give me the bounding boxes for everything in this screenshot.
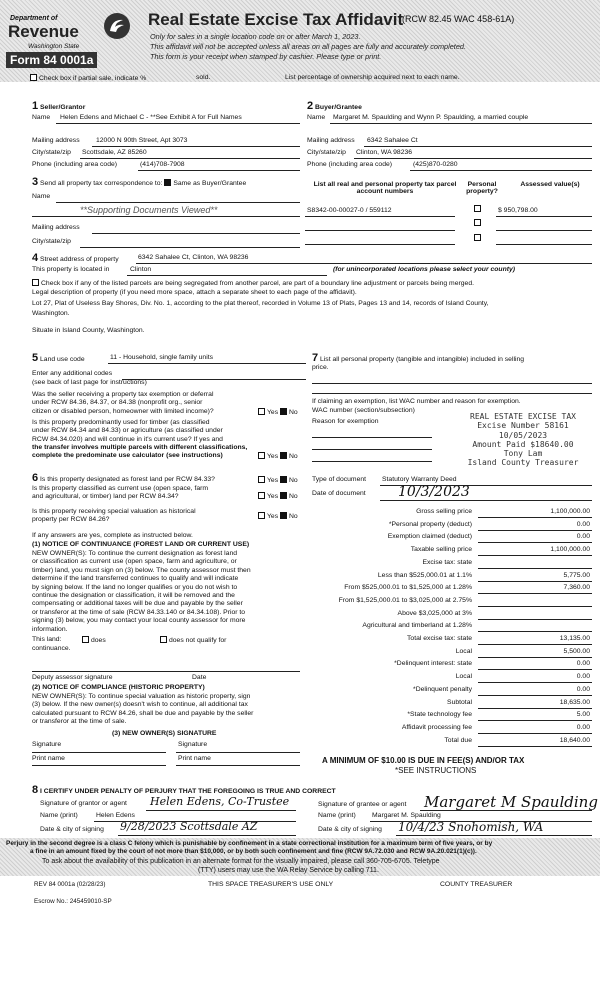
personal-property-column-header: Personal property? bbox=[466, 181, 498, 195]
form-revision: REV 84 0001a (02/28/23) bbox=[34, 881, 106, 888]
new-owner-signature-title: (3) NEW OWNER(S) SIGNATURE bbox=[112, 730, 217, 737]
exemption-no-checkbox[interactable] bbox=[280, 408, 287, 415]
grantee-date-label: Date & city of signing bbox=[318, 826, 382, 833]
department-label: Department of bbox=[10, 15, 58, 22]
doc-type-label: Type of document bbox=[312, 476, 367, 483]
notice2-line: calculated pursuant to RCW 84.26, shall be due and payable by the seller bbox=[32, 709, 254, 717]
notice1-line: information. bbox=[32, 625, 68, 633]
land-use-row: 5 Land use code bbox=[32, 352, 85, 364]
personal-property-checkbox-1[interactable] bbox=[474, 205, 481, 212]
seller-mail-field[interactable]: 12000 N 90th Street, Apt 3073 bbox=[96, 137, 188, 144]
tax-row-label: Excise tax: state bbox=[422, 558, 472, 566]
owner-signature-label-1: Signature bbox=[32, 741, 62, 748]
tax-row-value[interactable]: 13,135.00 bbox=[559, 635, 590, 642]
same-as-buyer-checkbox[interactable] bbox=[164, 179, 171, 186]
buyer-city-field[interactable]: Clinton, WA 98236 bbox=[356, 149, 413, 156]
buyer-name-label: Name bbox=[307, 114, 326, 121]
revenue-logo-icon bbox=[104, 13, 130, 39]
sold-label: sold. bbox=[196, 74, 211, 81]
reason-label: Reason for exemption bbox=[312, 418, 379, 425]
tax-row-label: *State technology fee bbox=[407, 711, 472, 719]
segregate-row: Check box if any of the listed parcels are being segregated from another parcel, are part of a boundary line adjustment or parcels being merged. bbox=[32, 279, 474, 287]
notice1-line: by signing below. If the land no longer qualifies or you do not wish to bbox=[32, 583, 238, 591]
personal-property-checkbox-3[interactable] bbox=[474, 234, 481, 241]
not-qualify-checkbox[interactable] bbox=[160, 636, 167, 643]
this-land-label: This land: bbox=[32, 636, 62, 643]
tax-row-line bbox=[478, 733, 592, 734]
tax-row-label: *Delinquent interest: state bbox=[394, 660, 472, 668]
revenue-label: Revenue bbox=[8, 22, 79, 41]
legal-line-2: Washington. bbox=[32, 310, 70, 317]
header-note-1: Only for sales in a single location code on or after March 1, 2023. bbox=[150, 32, 361, 41]
owner-signature-label-2: Signature bbox=[178, 741, 208, 748]
tax-row-label: Total due bbox=[444, 736, 472, 744]
notice1-line: NEW OWNER(S): To continue the current designation as forest land bbox=[32, 550, 238, 557]
minimum-fee-notice: A MINIMUM OF $10.00 IS DUE IN FEE(S) AND/OR TAX bbox=[322, 756, 525, 765]
fq3-line: property per RCW 84.26? bbox=[32, 516, 110, 524]
county-treasurer-label: COUNTY TREASURER bbox=[440, 881, 513, 888]
forest-answered: If any answers are yes, complete as instructed below. bbox=[32, 532, 193, 539]
fq3-line: Is this property receiving special valuation as historical bbox=[32, 508, 196, 515]
tax-row-value[interactable]: 1,100,000.00 bbox=[550, 508, 590, 515]
tax-row-line bbox=[478, 517, 592, 518]
located-note: (for unincorporated locations please select your county) bbox=[333, 266, 516, 273]
tax-row-label: *Personal property (deduct) bbox=[388, 520, 472, 528]
legal-line-1: Lot 27, Plat of Useless Bay Shores, Div. No. 1, according to the plat thereof, recorded in Volume 13 of Plats, Pages 13 and 14, records of Island County, bbox=[32, 300, 489, 307]
personal-property-price: price. bbox=[312, 364, 329, 371]
tax-row-value[interactable]: 5.00 bbox=[576, 711, 590, 719]
tax-row-line bbox=[478, 555, 592, 556]
exemption-yes-checkbox[interactable] bbox=[258, 408, 265, 415]
tax-row-label: Exemption claimed (deduct) bbox=[387, 533, 472, 541]
buyer-phone-field[interactable]: (425)870-0280 bbox=[413, 161, 458, 168]
notice1-line: compensating or additional taxes will be due and payable by the seller bbox=[32, 600, 243, 608]
forest-q3 bbox=[32, 508, 196, 525]
tax-row-value[interactable]: 0.00 bbox=[576, 660, 590, 668]
seller-mail-label: Mailing address bbox=[32, 137, 80, 144]
tax-row-line bbox=[478, 708, 592, 709]
tax-row-label: Agricultural and timberland at 1.28% bbox=[362, 622, 472, 630]
tax-row-line bbox=[478, 682, 592, 683]
parcel-column-header: List all real and personal property tax parcel account numbers bbox=[313, 181, 457, 195]
tax-row-label: From $1,525,000.01 to $3,025,000 at 2.75% bbox=[338, 596, 472, 604]
tax-row-line bbox=[478, 530, 592, 531]
correspondence-city-label: City/state/zip bbox=[32, 238, 71, 245]
notice1-line: determine if the land transferred continues to qualify and will indicate bbox=[32, 575, 239, 583]
forest-yes-checkbox[interactable] bbox=[258, 476, 265, 483]
seller-city-field[interactable]: Scottsdale, AZ 85260 bbox=[82, 149, 147, 156]
segregate-checkbox[interactable] bbox=[32, 279, 39, 286]
header-note-2: This affidavit will not be accepted unless all areas on all pages are fully and accurately completed. bbox=[150, 42, 466, 51]
correspondence-mail-label: Mailing address bbox=[32, 224, 80, 231]
buyer-mail-field[interactable]: 6342 Sahalee Ct bbox=[367, 137, 418, 144]
q2-line: complete the predominate use calculator (see instructions) bbox=[32, 452, 223, 460]
q1-line: under RCW 84.36, 84.37, or 84.38 (nonprofit org., senior bbox=[32, 399, 203, 407]
notice1-line: continue the designation or classification, it will be removed and the bbox=[32, 592, 235, 600]
tax-row-value[interactable]: 0.00 bbox=[576, 673, 590, 681]
tax-row-line bbox=[478, 606, 592, 607]
tax-row-label: *Delinquent penalty bbox=[413, 685, 472, 693]
tax-row-line bbox=[478, 720, 592, 721]
tax-row-value[interactable]: 7,360.00 bbox=[563, 584, 590, 592]
tax-row-value[interactable]: 18,635.00 bbox=[559, 698, 590, 706]
current-use-no-checkbox[interactable] bbox=[280, 492, 287, 499]
seller-phone-field[interactable]: (414)708-7908 bbox=[140, 161, 185, 168]
correspondence-name-label: Name bbox=[32, 193, 51, 200]
certify-statement: 8 I CERTIFY UNDER PENALTY OF PERJURY THAT THE FOREGOING IS TRUE AND CORRECT bbox=[32, 784, 336, 796]
grantee-signature[interactable]: Margaret M Spaulding bbox=[424, 793, 598, 811]
located-field[interactable]: Clinton bbox=[130, 266, 152, 273]
historic-no-checkbox[interactable] bbox=[280, 512, 287, 519]
personal-property-checkbox-2[interactable] bbox=[474, 219, 481, 226]
accessibility-line-2: (TTY) users may use the WA Relay Service by calling 711. bbox=[198, 867, 379, 874]
state-label: Washington State bbox=[28, 43, 80, 50]
owner-print-label-1: Print name bbox=[32, 755, 65, 762]
see-instructions-label: (see back of last page for instructions) bbox=[32, 379, 147, 386]
treasurer-receipt-stamp: REAL ESTATE EXCISE TAX Excise Number 58161 10/05/2023 Amount Paid $18640.00 Tony Lam Island County Treasurer bbox=[467, 412, 579, 468]
fq2-line: and agricultural, or timber) land per RCW 84.34? bbox=[32, 493, 179, 501]
timber-yes-checkbox[interactable] bbox=[258, 452, 265, 459]
notice2-line: (3) below. If the new owner(s) doesn't wish to continue, all additional tax bbox=[32, 701, 248, 709]
located-label: This property is located in bbox=[32, 266, 110, 273]
notice1-line: or transferor at the time of sale (RCW 84.33.140 or 84.34.108). Prior to bbox=[32, 608, 246, 616]
rcw-reference: (RCW 82.45 WAC 458-61A) bbox=[402, 14, 515, 24]
tax-row-value[interactable]: 0.00 bbox=[576, 723, 590, 731]
notice-compliance-text bbox=[32, 693, 253, 727]
forest-q1: 6 Is this property designated as forest land per RCW 84.33? bbox=[32, 472, 215, 484]
tax-row-line bbox=[478, 619, 592, 620]
deputy-signature-label: Deputy assessor signature bbox=[32, 674, 113, 681]
grantee-name[interactable]: Margaret M. Spaulding bbox=[372, 812, 441, 819]
tax-row-line bbox=[478, 542, 592, 543]
grantee-date-city[interactable]: 10/4/23 Snohomish, WA bbox=[398, 820, 544, 834]
continuance-label: continuance. bbox=[32, 645, 71, 652]
legal-label: Legal description of property (if you need more space, attach a separate sheet to each page of the affidavit). bbox=[32, 289, 357, 296]
tax-row-value[interactable]: 0.00 bbox=[576, 520, 590, 528]
buyer-phone-label: Phone (including area code) bbox=[307, 161, 393, 168]
tax-row-label: Local bbox=[455, 647, 472, 655]
notice1-line: signing (3) below, you may contact your local county assessor for more bbox=[32, 617, 246, 625]
tax-row-line bbox=[478, 657, 592, 658]
tax-row-line bbox=[478, 695, 592, 696]
wac-label: WAC number (section/subsection) bbox=[312, 407, 415, 414]
grantee-name-label: Name (print) bbox=[318, 812, 356, 819]
notice-compliance-title: (2) NOTICE OF COMPLIANCE (HISTORIC PROPERTY) bbox=[32, 684, 205, 691]
tax-row-value[interactable]: 5,775.00 bbox=[563, 571, 590, 579]
tax-row-label: Gross selling price bbox=[416, 508, 472, 515]
tax-row-line bbox=[478, 581, 592, 582]
tax-row-label: Total excise tax: state bbox=[407, 635, 472, 642]
grantor-name-label: Name (print) bbox=[40, 812, 78, 819]
partial-sale-checkbox[interactable] bbox=[30, 74, 37, 81]
tax-row-label: Taxable selling price bbox=[410, 546, 472, 554]
deputy-date-label: Date bbox=[192, 674, 207, 681]
tax-row-label: Subtotal bbox=[447, 698, 472, 706]
grantor-signature[interactable]: Helen Edens, Co-Trustee bbox=[150, 795, 290, 808]
parcel-number[interactable]: S8342-00-00027-0 / 559112 bbox=[307, 207, 392, 214]
current-use-yes-checkbox[interactable] bbox=[258, 492, 265, 499]
grantor-signature-label: Signature of grantor or agent bbox=[40, 800, 127, 807]
q2-line: the transfer involves multiple parcels with different classifications, bbox=[32, 443, 248, 451]
tax-row-label: Above $3,025,000 at 3% bbox=[397, 609, 472, 617]
form-number: Form 84 0001a bbox=[6, 52, 97, 68]
q1-line: citizen or disabled person, homeowner with limited income)? bbox=[32, 407, 214, 415]
header-note-3: This form is your receipt when stamped by cashier. Please type or print. bbox=[150, 52, 382, 61]
tax-row-label: Affidavit processing fee bbox=[401, 723, 472, 731]
seller-name-label: Name bbox=[32, 114, 51, 121]
street-field[interactable]: 6342 Sahalee Ct, Clinton, WA 98236 bbox=[138, 254, 249, 261]
treasurer-use-only: THIS SPACE TREASURER'S USE ONLY bbox=[208, 881, 334, 888]
fq2-line: Is this property classified as current use (open space, farm bbox=[32, 485, 209, 492]
q2-line: RCW 84.34.020) and will continue in it's current use? If yes and bbox=[32, 435, 223, 443]
buyer-heading: 2 Buyer/Grantee bbox=[307, 100, 362, 112]
street-row: 4 Street address of property bbox=[32, 252, 119, 264]
supporting-docs-stamp: **Supporting Documents Viewed** bbox=[80, 205, 218, 215]
doc-date-label: Date of document bbox=[312, 490, 366, 497]
tax-row-label: Less than $525,000.01 at 1.1% bbox=[377, 571, 472, 579]
additional-codes-label: Enter any additional codes bbox=[32, 370, 113, 377]
owner-print-label-2: Print name bbox=[178, 755, 211, 762]
tax-row-line bbox=[478, 593, 592, 594]
tax-row-value[interactable]: 0.00 bbox=[576, 685, 590, 693]
perjury-line-2: a fine in an amount fixed by the court of not more than $10,000, or by both such confinement and fine (RCW 9A.72.030 and RCW 9A.20.021(1)(c)). bbox=[30, 848, 477, 855]
tax-row-label: Local bbox=[455, 673, 472, 681]
forest-q2 bbox=[32, 485, 208, 502]
grantor-name[interactable]: Helen Edens bbox=[96, 812, 135, 819]
partial-sale-row bbox=[30, 74, 146, 82]
tax-row-label: From $525,000.01 to $1,525,000 at 1.28% bbox=[344, 584, 472, 592]
grantor-date-city[interactable]: 9/28/2023 Scottsdale AZ bbox=[120, 820, 258, 833]
buyer-city-label: City/state/zip bbox=[307, 149, 346, 156]
timber-no-checkbox[interactable] bbox=[280, 452, 287, 459]
timber-question bbox=[32, 419, 247, 460]
notice1-line: or classification as current use (open space, farm and agriculture, or bbox=[32, 558, 237, 566]
notice-continuance-title: (1) NOTICE OF CONTINUANCE (FOREST LAND OR CURRENT USE) bbox=[32, 541, 250, 548]
tax-row-value[interactable]: 18,640.00 bbox=[559, 736, 590, 744]
forest-no-checkbox[interactable] bbox=[280, 476, 287, 483]
accessibility-line-1: To ask about the availability of this publication in an alternate format for the visually impaired, please call 360-705-6705. Teletype bbox=[42, 858, 440, 865]
perjury-line-1: Perjury in the second degree is a class C felony which is punishable by confinement in a state correctional institution for a maximum term of five years, or by bbox=[6, 840, 493, 847]
tax-row-line bbox=[478, 669, 592, 670]
exemption-question bbox=[32, 391, 214, 416]
partial-sale-label: Check box if partial sale, indicate % bbox=[39, 75, 147, 82]
correspondence-row: 3 Send all property tax correspondence to: Same as Buyer/Grantee bbox=[32, 176, 247, 188]
q2-line: under RCW 84.34 and 84.33) or agriculture (as classified under bbox=[32, 427, 223, 435]
notice2-line: NEW OWNER(S): To continue special valuation as historic property, sign bbox=[32, 693, 251, 700]
assessed-value[interactable]: $ 950,798.00 bbox=[498, 207, 538, 214]
land-use-code[interactable]: 11 - Household, single family units bbox=[110, 354, 214, 361]
timber-answer: Yes No bbox=[258, 452, 298, 460]
tax-row-value[interactable]: 0.00 bbox=[576, 533, 590, 541]
tax-row-value[interactable]: 5,500.00 bbox=[563, 647, 590, 655]
personal-property-row: 7 List all personal property (tangible and intangible) included in selling bbox=[312, 352, 525, 364]
escrow-number: Escrow No.: 245459010-SP bbox=[34, 898, 112, 905]
tax-row-line bbox=[478, 568, 592, 569]
see-instructions: *SEE INSTRUCTIONS bbox=[395, 766, 477, 775]
does-qualify-checkbox[interactable] bbox=[82, 636, 89, 643]
doc-type-field[interactable]: Statutory Warranty Deed bbox=[382, 476, 457, 483]
exemption-answer: Yes No bbox=[258, 408, 298, 416]
buyer-mail-label: Mailing address bbox=[307, 137, 355, 144]
ownership-label: List percentage of ownership acquired next to each name. bbox=[285, 74, 460, 81]
legal-line-3: Situate in Island County, Washington. bbox=[32, 327, 145, 334]
doc-date-field[interactable]: 10/3/2023 bbox=[398, 484, 470, 500]
q2-line: Is this property predominantly used for timber (as classified bbox=[32, 419, 210, 426]
seller-heading: 1 Seller/Grantor bbox=[32, 100, 86, 112]
assessed-value-column-header: Assessed value(s) bbox=[520, 181, 580, 188]
historic-yes-checkbox[interactable] bbox=[258, 512, 265, 519]
buyer-name-field[interactable]: Margaret M. Spaulding and Wynn P. Spaulding, a married couple bbox=[333, 114, 529, 121]
q1-line: Was the seller receiving a property tax exemption or deferral bbox=[32, 391, 214, 398]
tax-row-line bbox=[478, 631, 592, 632]
tax-row-value[interactable]: 1,100,000.00 bbox=[550, 546, 590, 554]
tax-row-line bbox=[478, 644, 592, 645]
notice-continuance-text bbox=[32, 550, 251, 634]
seller-name-field[interactable]: Helen Edens and Michael C - **See Exhibit A for Full Names bbox=[60, 114, 242, 121]
notice2-line: or transferor at the time of sale. bbox=[32, 718, 127, 726]
seller-city-label: City/state/zip bbox=[32, 149, 71, 156]
grantee-signature-label: Signature of grantee or agent bbox=[318, 801, 407, 808]
seller-phone-label: Phone (including area code) bbox=[32, 161, 118, 168]
exemption-claim-label: If claiming an exemption, list WAC number and reason for exemption. bbox=[312, 398, 521, 405]
notice1-line: timber) land, you must sign on (3) below. The county assessor must then bbox=[32, 566, 251, 574]
tax-row-line bbox=[478, 746, 592, 747]
grantor-date-label: Date & city of signing bbox=[40, 826, 104, 833]
page-title: Real Estate Excise Tax Affidavit bbox=[148, 10, 404, 29]
